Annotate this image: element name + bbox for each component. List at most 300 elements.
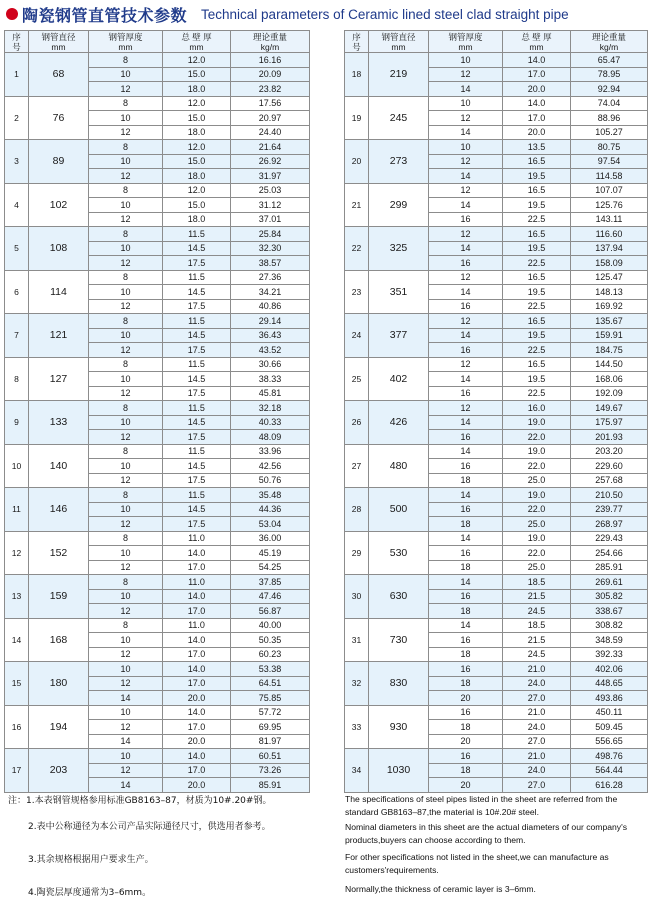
pipe-diameter-cell: 930 [369,705,429,749]
pipe-thickness-cell: 10 [89,633,163,648]
pipe-thickness-cell: 12 [89,256,163,271]
pipe-group [345,314,648,358]
total-wall-thickness-cell: 27.0 [503,734,571,749]
theoretical-weight-cell: 60.23 [231,647,310,662]
pipe-diameter-cell: 89 [29,140,89,184]
total-wall-thickness-cell: 16.0 [503,401,571,416]
theoretical-weight-cell: 144.50 [571,357,648,372]
theoretical-weight-cell: 168.06 [571,372,648,387]
pipe-thickness-cell: 14 [89,778,163,793]
pipe-thickness-cell: 12 [429,270,503,285]
pipe-group [345,227,648,271]
column-header-unit: mm [189,41,204,52]
total-wall-thickness-cell: 21.5 [503,633,571,648]
table-row [5,314,310,329]
theoretical-weight-cell: 308.82 [571,618,648,633]
total-wall-thickness-cell: 17.5 [163,517,231,532]
theoretical-weight-cell: 210.50 [571,488,648,503]
pipe-thickness-cell: 14 [429,618,503,633]
total-wall-thickness-cell: 22.5 [503,299,571,314]
pipe-thickness-cell: 10 [429,53,503,68]
total-wall-thickness-cell: 27.0 [503,778,571,793]
theoretical-weight-cell: 48.09 [231,430,310,445]
pipe-thickness-cell: 10 [89,111,163,126]
pipe-thickness-cell: 8 [89,96,163,111]
total-wall-thickness-cell: 17.5 [163,386,231,401]
table-row [5,183,310,198]
total-wall-thickness-cell: 17.5 [163,299,231,314]
table-row [345,183,648,198]
total-wall-thickness-cell: 22.5 [503,256,571,271]
theoretical-weight-cell: 45.81 [231,386,310,401]
total-wall-thickness-cell: 11.5 [163,270,231,285]
pipe-diameter-cell: 530 [369,531,429,575]
column-header [503,31,571,53]
total-wall-thickness-cell: 16.5 [503,314,571,329]
pipe-thickness-cell: 18 [429,517,503,532]
note-cn-3: 3.其余规格根据用户要求生产。 [28,855,154,865]
theoretical-weight-cell: 37.01 [231,212,310,227]
theoretical-weight-cell: 159.91 [571,328,648,343]
theoretical-weight-cell: 269.61 [571,575,648,590]
pipe-diameter-cell: 480 [369,444,429,488]
pipe-thickness-cell: 16 [429,749,503,764]
pipe-group [345,705,648,749]
pipe-thickness-cell: 12 [89,473,163,488]
pipe-thickness-cell: 14 [429,169,503,184]
total-wall-thickness-cell: 11.5 [163,227,231,242]
pipe-group [5,444,310,488]
theoretical-weight-cell: 31.97 [231,169,310,184]
table-row [345,531,648,546]
column-header [29,31,89,53]
page-title-en: Technical parameters of Ceramic lined steel clad straight pipe [201,6,569,22]
table-header-row [5,31,310,53]
total-wall-thickness-cell: 17.0 [163,604,231,619]
column-header-unit: mm [529,41,544,52]
theoretical-weight-cell: 36.43 [231,328,310,343]
total-wall-thickness-cell: 22.0 [503,430,571,445]
pipe-diameter-cell: 159 [29,575,89,619]
theoretical-weight-cell: 50.35 [231,633,310,648]
pipe-thickness-cell: 10 [89,285,163,300]
pipe-diameter-cell: 68 [29,53,89,97]
total-wall-thickness-cell: 11.5 [163,488,231,503]
column-header-unit: mm [118,41,133,52]
column-header-label: 序 [12,31,21,42]
total-wall-thickness-cell: 22.0 [503,502,571,517]
total-wall-thickness-cell: 14.0 [163,705,231,720]
column-header-unit: 号 [352,41,361,52]
total-wall-thickness-cell: 11.0 [163,618,231,633]
theoretical-weight-cell: 16.16 [231,53,310,68]
total-wall-thickness-cell: 17.5 [163,430,231,445]
serial-number-cell: 3 [5,140,29,184]
pipe-thickness-cell: 10 [89,415,163,430]
theoretical-weight-cell: 21.64 [231,140,310,155]
total-wall-thickness-cell: 17.5 [163,343,231,358]
pipe-thickness-cell: 8 [89,488,163,503]
pipe-diameter-cell: 121 [29,314,89,358]
pipe-thickness-cell: 8 [89,618,163,633]
total-wall-thickness-cell: 21.0 [503,705,571,720]
pipe-thickness-cell: 16 [429,299,503,314]
total-wall-thickness-cell: 24.5 [503,647,571,662]
theoretical-weight-cell: 257.68 [571,473,648,488]
theoretical-weight-cell: 158.09 [571,256,648,271]
pipe-group [345,140,648,184]
serial-number-cell: 28 [345,488,369,532]
pipe-thickness-cell: 12 [89,676,163,691]
total-wall-thickness-cell: 19.5 [503,241,571,256]
pipe-group [345,488,648,532]
theoretical-weight-cell: 37.85 [231,575,310,590]
pipe-thickness-cell: 12 [89,212,163,227]
theoretical-weight-cell: 556.65 [571,734,648,749]
red-bullet-icon [6,8,18,20]
theoretical-weight-cell: 40.00 [231,618,310,633]
theoretical-weight-cell: 203.20 [571,444,648,459]
pipe-diameter-cell: 219 [369,53,429,97]
pipe-thickness-cell: 20 [429,691,503,706]
column-header-label: 序 [352,31,361,42]
pipe-thickness-cell: 14 [429,198,503,213]
pipe-thickness-cell: 16 [429,662,503,677]
pipe-diameter-cell: 299 [369,183,429,227]
total-wall-thickness-cell: 18.0 [163,212,231,227]
theoretical-weight-cell: 53.38 [231,662,310,677]
theoretical-weight-cell: 268.97 [571,517,648,532]
total-wall-thickness-cell: 15.0 [163,111,231,126]
theoretical-weight-cell: 32.18 [231,401,310,416]
theoretical-weight-cell: 229.43 [571,531,648,546]
total-wall-thickness-cell: 17.0 [163,763,231,778]
total-wall-thickness-cell: 17.0 [163,720,231,735]
pipe-thickness-cell: 14 [429,415,503,430]
column-header-label: 理论重量 [591,31,626,42]
serial-number-cell: 30 [345,575,369,619]
total-wall-thickness-cell: 18.5 [503,618,571,633]
theoretical-weight-cell: 348.59 [571,633,648,648]
total-wall-thickness-cell: 24.0 [503,720,571,735]
pipe-group [345,575,648,619]
total-wall-thickness-cell: 24.0 [503,676,571,691]
total-wall-thickness-cell: 14.0 [163,589,231,604]
theoretical-weight-cell: 201.93 [571,430,648,445]
table-row [5,53,310,68]
pipe-thickness-cell: 10 [89,241,163,256]
pipe-diameter-cell: 402 [369,357,429,401]
theoretical-weight-cell: 30.66 [231,357,310,372]
table-row [5,140,310,155]
theoretical-weight-cell: 192.09 [571,386,648,401]
pipe-group [5,96,310,140]
theoretical-weight-cell: 88.96 [571,111,648,126]
pipe-thickness-cell: 20 [429,734,503,749]
theoretical-weight-cell: 35.48 [231,488,310,503]
pipe-group [5,270,310,314]
theoretical-weight-cell: 20.97 [231,111,310,126]
total-wall-thickness-cell: 11.0 [163,531,231,546]
table-row [5,662,310,677]
pipe-thickness-cell: 10 [89,67,163,82]
theoretical-weight-cell: 54.25 [231,560,310,575]
total-wall-thickness-cell: 13.5 [503,140,571,155]
pipe-thickness-cell: 18 [429,676,503,691]
pipe-group [345,662,648,706]
serial-number-cell: 18 [345,53,369,97]
table-row [5,357,310,372]
pipe-thickness-cell: 12 [429,111,503,126]
table-row [5,401,310,416]
theoretical-weight-cell: 20.09 [231,67,310,82]
pipe-diameter-cell: 730 [369,618,429,662]
theoretical-weight-cell: 34.21 [231,285,310,300]
table-row [345,575,648,590]
pipe-thickness-cell: 18 [429,720,503,735]
pipe-thickness-cell: 16 [429,212,503,227]
page-title-cn: 陶瓷钢管直管技术参数 [22,5,188,25]
pipe-thickness-cell: 12 [429,401,503,416]
serial-number-cell: 7 [5,314,29,358]
theoretical-weight-cell: 564.44 [571,763,648,778]
theoretical-weight-cell: 47.46 [231,589,310,604]
pipe-diameter-cell: 168 [29,618,89,662]
total-wall-thickness-cell: 22.5 [503,343,571,358]
pipe-thickness-cell: 12 [89,386,163,401]
table-row [345,705,648,720]
total-wall-thickness-cell: 17.5 [163,473,231,488]
pipe-thickness-cell: 14 [429,285,503,300]
theoretical-weight-cell: 25.03 [231,183,310,198]
column-header [5,31,29,53]
total-wall-thickness-cell: 17.0 [163,647,231,662]
theoretical-weight-cell: 40.86 [231,299,310,314]
pipe-thickness-cell: 14 [429,82,503,97]
pipe-thickness-cell: 10 [89,502,163,517]
serial-number-cell: 1 [5,53,29,97]
table-row [345,618,648,633]
pipe-thickness-cell: 12 [89,299,163,314]
pipe-thickness-cell: 12 [429,357,503,372]
total-wall-thickness-cell: 11.0 [163,575,231,590]
theoretical-weight-cell: 239.77 [571,502,648,517]
note-en-1: The specifications of steel pipes listed in the sheet are referred from the standard GB8163–87,the material is 10#.20# steel. [345,794,618,817]
theoretical-weight-cell: 148.13 [571,285,648,300]
pipe-thickness-cell: 10 [89,749,163,764]
total-wall-thickness-cell: 15.0 [163,154,231,169]
column-header-label: 总 壁 厚 [181,31,212,42]
pipe-thickness-cell: 12 [429,154,503,169]
note-cn-1: 注：1.本表钢管规格参用标准GB8163–87，材质为10#.20#钢。 [8,796,272,806]
pipe-thickness-cell: 12 [89,517,163,532]
total-wall-thickness-cell: 18.0 [163,125,231,140]
theoretical-weight-cell: 17.56 [231,96,310,111]
serial-number-cell: 19 [345,96,369,140]
pipe-thickness-cell: 16 [429,343,503,358]
total-wall-thickness-cell: 15.0 [163,67,231,82]
pipe-thickness-cell: 10 [429,96,503,111]
pipe-thickness-cell: 10 [89,662,163,677]
serial-number-cell: 31 [345,618,369,662]
table-row [345,314,648,329]
pipe-thickness-cell: 12 [89,720,163,735]
table-row [5,531,310,546]
table-row [5,96,310,111]
theoretical-weight-cell: 57.72 [231,705,310,720]
total-wall-thickness-cell: 24.0 [503,763,571,778]
pipe-group [345,53,648,97]
total-wall-thickness-cell: 19.5 [503,169,571,184]
theoretical-weight-cell: 74.04 [571,96,648,111]
pipe-diameter-cell: 426 [369,401,429,445]
theoretical-weight-cell: 23.82 [231,82,310,97]
pipe-thickness-cell: 18 [429,763,503,778]
table-row [345,270,648,285]
theoretical-weight-cell: 149.67 [571,401,648,416]
note-en-2: Nominal diameters in this sheet are the actual diameters of our company's products,buyers can choose according to them. [345,822,628,845]
total-wall-thickness-cell: 27.0 [503,691,571,706]
theoretical-weight-cell: 27.36 [231,270,310,285]
pipe-group [5,531,310,575]
table-row [345,488,648,503]
theoretical-weight-cell: 44.36 [231,502,310,517]
pipe-thickness-cell: 8 [89,531,163,546]
column-header [429,31,503,53]
note-en-3: For other specifications not listed in the sheet,we can manufacture as customers'requirements. [345,852,609,875]
serial-number-cell: 13 [5,575,29,619]
pipe-thickness-cell: 16 [429,256,503,271]
total-wall-thickness-cell: 20.0 [163,734,231,749]
pipe-thickness-cell: 16 [429,386,503,401]
theoretical-weight-cell: 125.76 [571,198,648,213]
pipe-thickness-cell: 16 [429,502,503,517]
total-wall-thickness-cell: 20.0 [503,82,571,97]
pipe-thickness-cell: 10 [89,546,163,561]
theoretical-weight-cell: 50.76 [231,473,310,488]
theoretical-weight-cell: 448.65 [571,676,648,691]
total-wall-thickness-cell: 20.0 [163,778,231,793]
pipe-thickness-cell: 8 [89,444,163,459]
note-cn-2: 2.表中公称通径为本公司产品实际通径尺寸，供选用者参考。 [28,822,271,832]
total-wall-thickness-cell: 14.5 [163,241,231,256]
total-wall-thickness-cell: 21.0 [503,662,571,677]
serial-number-cell: 11 [5,488,29,532]
total-wall-thickness-cell: 17.0 [163,676,231,691]
pipe-thickness-cell: 16 [429,430,503,445]
pipe-group [5,227,310,271]
spec-table-left [4,30,310,793]
pipe-group [5,575,310,619]
pipe-group [5,618,310,662]
column-header-label: 总 壁 厚 [521,31,552,42]
pipe-thickness-cell: 18 [429,647,503,662]
table-row [345,227,648,242]
total-wall-thickness-cell: 14.5 [163,285,231,300]
theoretical-weight-cell: 42.56 [231,459,310,474]
pipe-thickness-cell: 12 [89,647,163,662]
theoretical-weight-cell: 73.26 [231,763,310,778]
pipe-diameter-cell: 1030 [369,749,429,793]
table-row [345,444,648,459]
total-wall-thickness-cell: 17.0 [503,67,571,82]
total-wall-thickness-cell: 14.0 [503,96,571,111]
theoretical-weight-cell: 38.33 [231,372,310,387]
pipe-thickness-cell: 12 [429,314,503,329]
total-wall-thickness-cell: 14.5 [163,372,231,387]
pipe-diameter-cell: 114 [29,270,89,314]
total-wall-thickness-cell: 19.0 [503,488,571,503]
table-row [345,140,648,155]
pipe-thickness-cell: 8 [89,401,163,416]
column-header-unit: 号 [12,41,21,52]
table-row [345,96,648,111]
total-wall-thickness-cell: 19.0 [503,531,571,546]
total-wall-thickness-cell: 24.5 [503,604,571,619]
pipe-group [5,749,310,793]
total-wall-thickness-cell: 14.0 [163,749,231,764]
theoretical-weight-cell: 78.95 [571,67,648,82]
total-wall-thickness-cell: 19.5 [503,198,571,213]
pipe-group [345,183,648,227]
theoretical-weight-cell: 254.66 [571,546,648,561]
note-en-4: Normally,the thickness of ceramic layer is 3–6mm. [345,884,536,894]
pipe-diameter-cell: 351 [369,270,429,314]
theoretical-weight-cell: 285.91 [571,560,648,575]
column-header [369,31,429,53]
theoretical-weight-cell: 45.19 [231,546,310,561]
total-wall-thickness-cell: 16.5 [503,227,571,242]
total-wall-thickness-cell: 16.5 [503,183,571,198]
serial-number-cell: 14 [5,618,29,662]
pipe-thickness-cell: 12 [89,82,163,97]
pipe-diameter-cell: 273 [369,140,429,184]
pipe-diameter-cell: 146 [29,488,89,532]
total-wall-thickness-cell: 19.0 [503,444,571,459]
pipe-thickness-cell: 12 [89,763,163,778]
serial-number-cell: 26 [345,401,369,445]
theoretical-weight-cell: 24.40 [231,125,310,140]
pipe-thickness-cell: 14 [429,328,503,343]
pipe-thickness-cell: 10 [89,198,163,213]
serial-number-cell: 2 [5,96,29,140]
pipe-thickness-cell: 14 [429,125,503,140]
serial-number-cell: 8 [5,357,29,401]
theoretical-weight-cell: 53.04 [231,517,310,532]
pipe-group [5,140,310,184]
pipe-diameter-cell: 377 [369,314,429,358]
total-wall-thickness-cell: 11.5 [163,444,231,459]
page-header [6,2,646,26]
theoretical-weight-cell: 40.33 [231,415,310,430]
total-wall-thickness-cell: 11.5 [163,314,231,329]
pipe-thickness-cell: 16 [429,546,503,561]
theoretical-weight-cell: 60.51 [231,749,310,764]
theoretical-weight-cell: 498.76 [571,749,648,764]
serial-number-cell: 25 [345,357,369,401]
theoretical-weight-cell: 85.91 [231,778,310,793]
pipe-thickness-cell: 14 [429,241,503,256]
serial-number-cell: 6 [5,270,29,314]
total-wall-thickness-cell: 22.5 [503,386,571,401]
theoretical-weight-cell: 143.11 [571,212,648,227]
table-row [345,749,648,764]
theoretical-weight-cell: 169.92 [571,299,648,314]
theoretical-weight-cell: 493.86 [571,691,648,706]
theoretical-weight-cell: 107.07 [571,183,648,198]
pipe-group [5,314,310,358]
column-header-unit: mm [458,41,473,52]
